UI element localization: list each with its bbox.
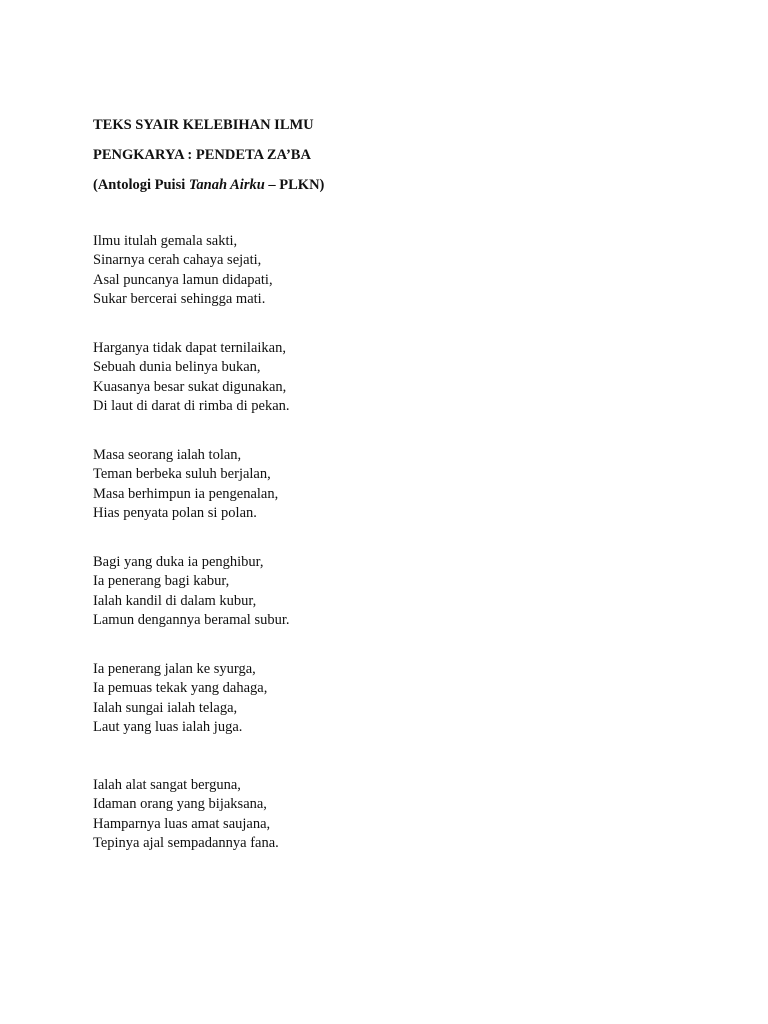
- stanza-1: [93, 232, 273, 310]
- verse-line: Asal puncanya lamun didapati,: [93, 271, 273, 288]
- verse-line: Kuasanya besar sukat digunakan,: [93, 378, 287, 395]
- verse-line: Ilmu itulah gemala sakti,: [93, 233, 238, 249]
- verse-line: Sebuah dunia belinya bukan,: [93, 359, 261, 376]
- verse-line: Masa seorang ialah tolan,: [93, 447, 242, 463]
- source-italic-title: Tanah Airku: [188, 177, 265, 193]
- verse-line: Laut yang luas ialah juga.: [93, 719, 243, 736]
- verse-line: Ialah alat sangat berguna,: [93, 777, 241, 793]
- author-line: PENGKARYA : PENDETA ZA’BA: [93, 147, 311, 163]
- stanza-6: [93, 776, 279, 854]
- verse-line: Sinarnya cerah cahaya sejati,: [93, 252, 262, 269]
- verse-line: Ialah kandil di dalam kubur,: [93, 592, 257, 609]
- verse-line: Di laut di darat di rimba di pekan.: [93, 398, 290, 415]
- source-line: [93, 176, 324, 195]
- stanza-2: [93, 339, 290, 417]
- stanza-5: [93, 660, 267, 738]
- stanza-4: [93, 553, 290, 631]
- source-suffix: – PLKN): [264, 177, 325, 193]
- document-title: TEKS SYAIR KELEBIHAN ILMU: [93, 117, 314, 133]
- verse-line: Harganya tidak dapat ternilaikan,: [93, 340, 286, 356]
- verse-line: Sukar bercerai sehingga mati.: [93, 291, 266, 308]
- verse-line: Lamun dengannya beramal subur.: [93, 612, 290, 629]
- verse-line: Tepinya ajal sempadannya fana.: [93, 835, 279, 852]
- verse-line: Ialah sungai ialah telaga,: [93, 699, 238, 716]
- verse-line: Masa berhimpun ia pengenalan,: [93, 485, 279, 502]
- stanza-3: [93, 446, 278, 524]
- verse-line: Ia penerang jalan ke syurga,: [93, 661, 256, 677]
- verse-line: Teman berbeka suluh berjalan,: [93, 466, 271, 483]
- verse-line: Ia pemuas tekak yang dahaga,: [93, 680, 268, 697]
- source-prefix: (Antologi Puisi: [93, 177, 189, 193]
- verse-line: Bagi yang duka ia penghibur,: [93, 554, 264, 570]
- verse-line: Hias penyata polan si polan.: [93, 505, 257, 522]
- verse-line: Idaman orang yang bijaksana,: [93, 796, 267, 813]
- verse-line: Ia penerang bagi kabur,: [93, 573, 230, 590]
- verse-line: Hamparnya luas amat saujana,: [93, 815, 271, 832]
